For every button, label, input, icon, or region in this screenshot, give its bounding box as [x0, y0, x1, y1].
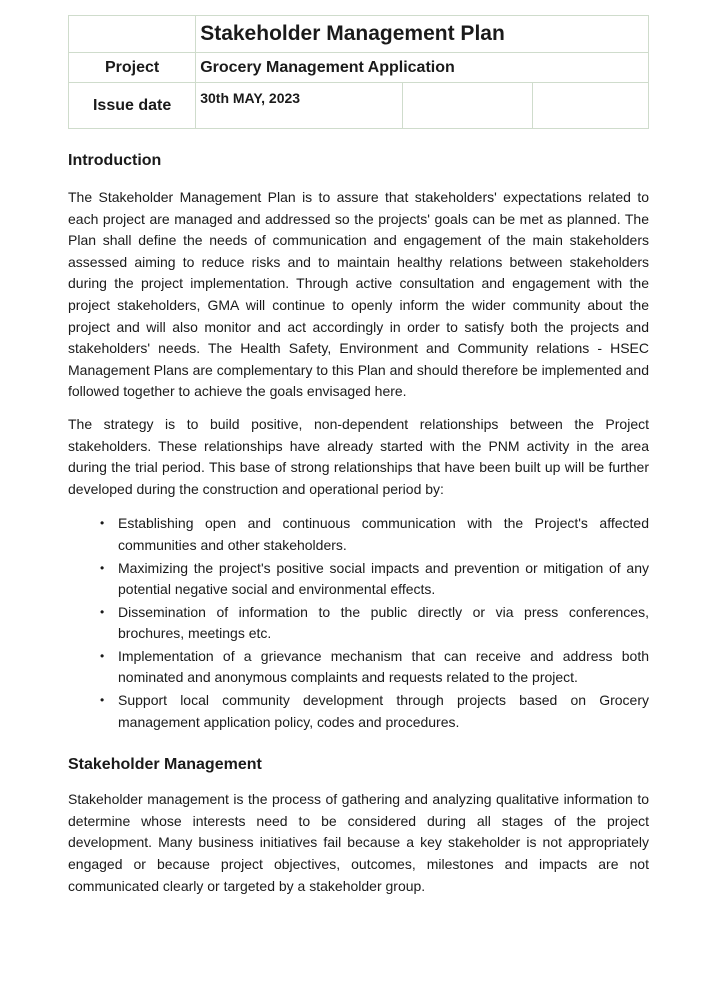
list-item: • Support local community development through projects based on Grocery management application policy, codes and procedures.: [100, 692, 649, 730]
document-body: [68, 150, 649, 897]
empty-cell: [402, 83, 532, 129]
issue-date-label: Issue date: [69, 83, 196, 129]
bullet-icon: •: [100, 516, 105, 531]
bullet-icon: •: [100, 604, 105, 619]
issue-date-value: 30th MAY, 2023: [196, 83, 402, 129]
list-item: • Implementation of a grievance mechanism that can receive and address both nominated and anonymous complaints and requests related to the project.: [100, 647, 649, 686]
header-empty-cell: [69, 16, 196, 53]
bullet-icon: •: [100, 560, 105, 575]
stakeholder-management-heading: Stakeholder Management: [68, 756, 262, 774]
empty-cell: [532, 83, 648, 129]
introduction-heading: Introduction: [68, 152, 162, 169]
list-item: • Dissemination of information to the public directly or via press conferences, brochures, meetings etc.: [100, 603, 649, 642]
project-label: Project: [69, 53, 196, 83]
stakeholder-management-paragraph: Stakeholder management is the process of gathering and analyzing qualitative information to determine whose interests need to be considered during all stages of the project development. Many business initiatives fail because a key stakeholder is not appropriately engaged or because project objectives, outcomes, milestones and impacts are not communicated clearly or targeted by a stakeholder group.: [68, 791, 649, 894]
header-table: [68, 15, 649, 129]
bullet-icon: •: [100, 693, 105, 708]
strategy-bullet-list: [68, 513, 649, 733]
list-item: • Maximizing the project's positive social impacts and prevention or mitigation of any potential negative social and environmental effects.: [100, 559, 649, 598]
list-item: • Establishing open and continuous communication with the Project's affected communities and other stakeholders.: [100, 515, 649, 553]
introduction-paragraph-1: The Stakeholder Management Plan is to assure that stakeholders' expectations related to each project are managed and addressed so the projects' goals can be met as planned. The Plan shall define the needs of communication and engagement of the main stakeholders assessed aiming to reduce risks and to maintain healthy relations between stakeholders during the project implementation. Through active consultation and engagement with the project stakeholders, GMA will continue to openly inform the wider community about the project and will also monitor and act accordingly in order to satisfy both the projects and stakeholders' needs. The Health Safety, Environment and Community relations - HSEC Management Plans are complementary to this Plan and should therefore be implemented and followed together to achieve the goals envisaged here.: [68, 189, 649, 400]
introduction-paragraph-2: The strategy is to build positive, non-dependent relationships between the Project stakeholders. These relationships have already started with the PNM activity in the area during the trial period. This base of strong relationships that have been built up will be further developed during the construction and operational period by:: [68, 415, 649, 497]
document-title: Stakeholder Management Plan: [196, 16, 649, 53]
bullet-icon: •: [100, 648, 105, 663]
project-value: Grocery Management Application: [196, 53, 649, 83]
